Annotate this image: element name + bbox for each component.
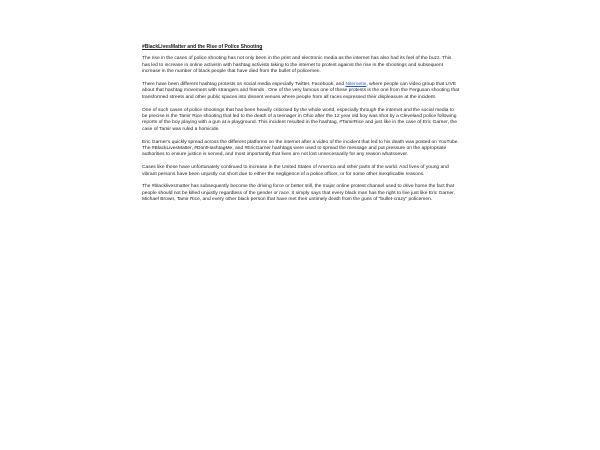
paragraph-2-text-before: There have been different hashtag protests on social media especially Twitter, Facebook, and bbox=[142, 82, 346, 88]
paragraph-4: Eric Garner's quickly spread across the different platforms on the internet after a video of the incident that led to his death was posted on YouTube. The #BlackLivesMatter, #DontHashtagMe, and #EricGarner hashtags were used to spread the message and put pressure on the appropriate authorities to ensure justice is served, and most importantly that lives are not lost unnecessarily for any reason whatsoever. bbox=[142, 139, 459, 158]
paragraph-3: One of such cases of police shootings that has been heavily criticised by the whole world, especially through the internet and the social media to be precise is the Tamir Rice shooting that led to the death of a teenager in Ohio after the 12 year old boy was shot by a Cleveland police following reports of the boy playing with a gun at a playground. This incident resulted in the hashtag, #TamirRice and just like in the case of Eric Garner, the case of Tamir was ruled a homicide. bbox=[142, 107, 457, 132]
paragraph-1: The rise in the cases of police shooting has not only been in the print and electronic media as the internet has also had its feel of the buzz. This has led to increase in online activism with hashtag activists taking to the internet to protest against the rise in the shootings and subsequent increase in the number of black people that have died from the bullet of policemen. bbox=[142, 56, 452, 75]
paragraph-2-text-after: , where people can video group that LIVE about that hashtag movement with strangers and friends . One of the very famous one of these protests is the one from the Ferguson shooting that transformed streets and other public spaces into dissent venues where people from all races expressed their displeasure at the incident. bbox=[142, 82, 460, 100]
document-body bbox=[142, 44, 460, 210]
paragraph-2 bbox=[142, 82, 460, 101]
document-title: #BlackLivesMatter and the Rise of Police Shooting bbox=[142, 44, 263, 50]
paragraph-6: The #blacklivesmatter has subsequently become the driving force or better still, the major online protest channel used to drive home the fact that people should not be killed unjustly regardless of the gender or race. It simply says that every black man has the right to live just like Eric Garner, Michael Brown, Tamir Rice, and every other black person that have met their untimely death from the guns of "bullet-crazy" policemen. bbox=[142, 184, 455, 203]
paragraph-5: Cases like these have unfortunately continued to increase in the United States of America and other parts of the world. And lives of young and vibrant persons have been unjustly cut short due to either the negligence of a police officer, or for some other inexplicable reasons. bbox=[142, 165, 449, 177]
inline-link[interactable]: Niteroetin bbox=[345, 82, 367, 88]
